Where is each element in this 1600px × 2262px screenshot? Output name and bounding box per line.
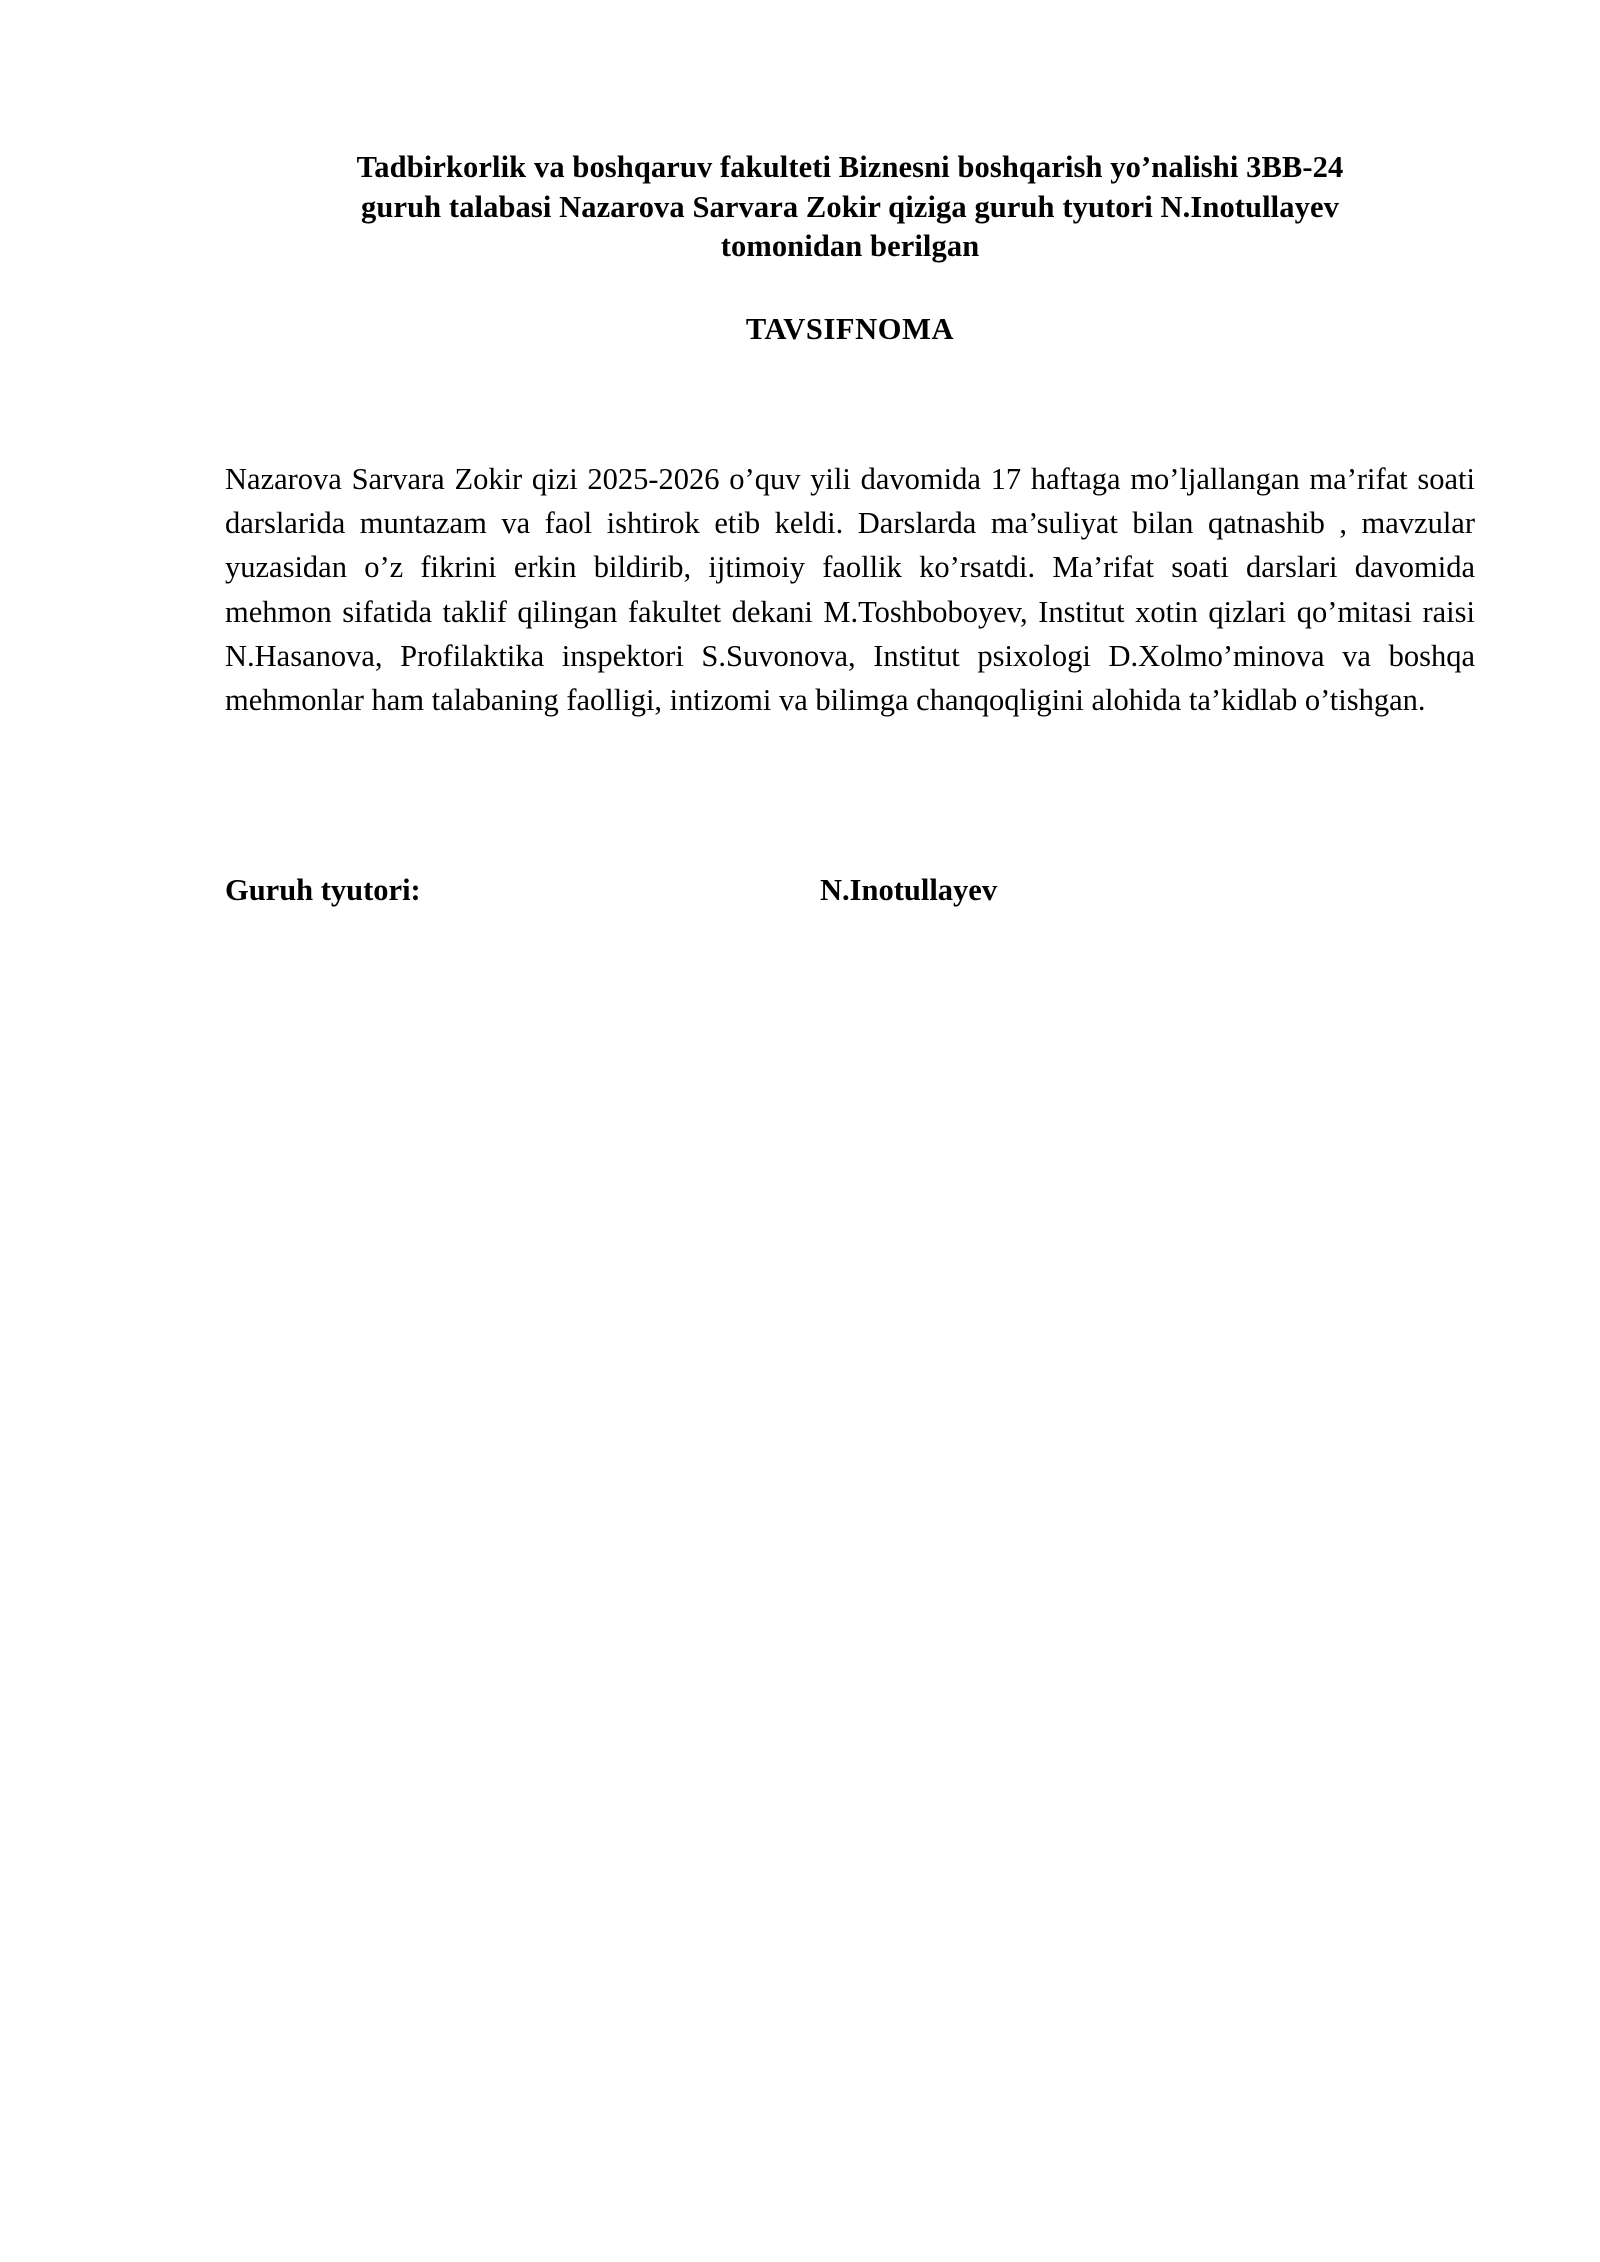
signature-role-label: Guruh tyutori: — [225, 872, 421, 907]
document-title-line-2: guruh talabasi Nazarova Sarvara Zokir qiziga guruh tyutori N.Inotullayev — [361, 189, 1339, 224]
document-heading: TAVSIFNOMA — [745, 311, 955, 346]
signature-name: N.Inotullayev — [820, 872, 998, 907]
document-body-paragraph: Nazarova Sarvara Zokir qizi 2025-2026 o’quv yili davomida 17 haftaga mo’ljallangan ma’rifat soati darslarida muntazam va faol ishtirok etib keldi. Darslarda ma’suliyat bilan qatnashib , mavzular yuzasidan o’z fikrini erkin bildirib, ijtimoiy faollik ko’rsatdi. Ma’rifat soati darslari davomida mehmon sifatida taklif qilingan fakultet dekani M.Toshboboyev, Institut xotin qizlari qo’mitasi raisi N.Hasanova, Profilaktika inspektori S.Suvonova, Institut psixologi D.Xolmo’minova va boshqa mehmonlar ham talabaning faolligi, intizomi va bilimga chanqoqligini alohida ta’kidlab o’tishgan. — [225, 461, 1475, 718]
signature-row — [225, 723, 1475, 911]
document-title-line-1: Tadbirkorlik va boshqaruv fakulteti Biznesni boshqarish yo’nalishi 3BB-24 — [356, 150, 1344, 184]
document-title-line-3: tomonidan berilgan — [720, 229, 980, 264]
document-content — [225, 0, 1475, 910]
document-title — [225, 0, 1475, 267]
